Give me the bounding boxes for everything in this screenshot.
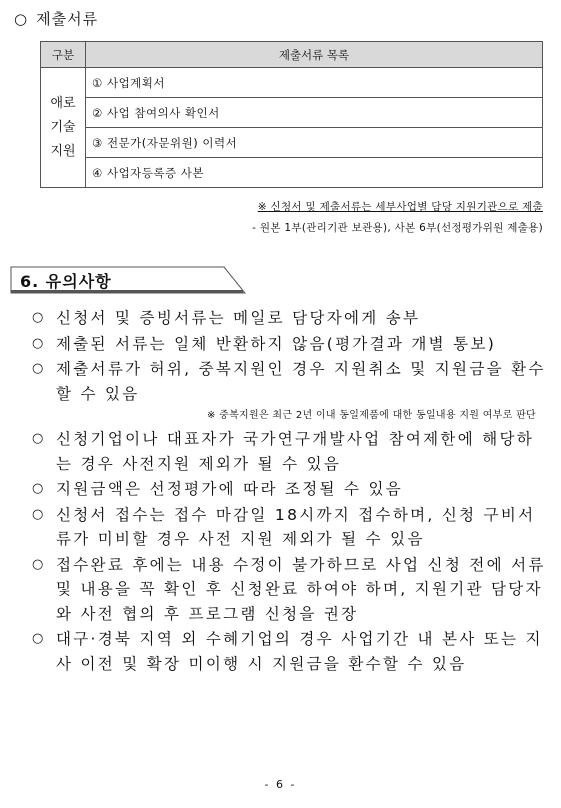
bullet-icon: ○ <box>32 631 46 646</box>
category-line: 애로 <box>50 95 76 111</box>
list-item-text: 신청서 접수는 접수 마감일 18시까지 접수하며, 신청 구비서류가 미비할 경우 사전 지원 제외가 될 수 있음 <box>56 505 536 548</box>
table-header-category: 구분 <box>41 42 86 68</box>
table-row <box>41 158 543 188</box>
list-item <box>32 553 548 627</box>
list-item <box>32 357 548 406</box>
category-line: 지원 <box>50 143 76 159</box>
list-item-text: 지원금액은 선정평가에 따라 조정될 수 있음 <box>56 480 404 498</box>
list-item-text: 제출서류가 허위, 중복지원인 경우 지원취소 및 지원금을 환수할 수 있음 <box>56 360 546 403</box>
list-item <box>32 332 548 357</box>
document-item: ① 사업계획서 <box>86 68 543 98</box>
list-item <box>32 427 548 476</box>
table-row <box>41 68 543 98</box>
bullet-icon: ○ <box>32 506 46 522</box>
category-cell <box>41 68 86 188</box>
section-title: 제출서류 <box>36 10 99 28</box>
submission-note: ※ 신청서 및 제출서류는 세부사업별 담당 지원기관으로 제출 <box>257 201 543 213</box>
table-row <box>41 128 543 158</box>
table-row <box>41 98 543 128</box>
section6-title-box <box>10 266 246 294</box>
list-item <box>32 477 548 502</box>
page-number: - 6 - <box>264 778 297 791</box>
copies-note: - 원본 1부(관리기관 보관용), 사본 6부(선정평가위원 제출용) <box>252 222 543 234</box>
documents-table <box>40 41 543 188</box>
table-header-row <box>41 42 543 68</box>
document-item: ③ 전문가(자문위원) 이력서 <box>86 128 543 158</box>
list-item-text: 접수완료 후에는 내용 수정이 불가하므로 사업 신청 전에 서류 및 내용을 꼭 확인 후 신청완료 하여야 하며, 지원기관 담당자와 사전 협의 후 프로그램 신청을 권장 <box>56 555 546 623</box>
bullet-icon: ○ <box>32 481 46 496</box>
bullet-icon: ○ <box>32 335 46 351</box>
list-item-text: 신청기업이나 대표자가 국가연구개발사업 참여제한에 해당하는 경우 사전지원 제외가 될 수 있음 <box>56 430 535 473</box>
table-header-list: 제출서류 목록 <box>86 42 543 68</box>
section-header <box>14 8 98 29</box>
list-item <box>32 306 548 331</box>
list-item <box>32 627 548 676</box>
notice-list <box>32 306 548 677</box>
bullet-icon: ○ <box>32 556 46 572</box>
bullet-icon: ○ <box>32 310 46 325</box>
document-item: ④ 사업자등록증 사본 <box>86 158 543 188</box>
document-item: ② 사업 참여의사 확인서 <box>86 98 543 128</box>
list-item-text: 제출된 서류는 일체 반환하지 않음(평가결과 개별 통보) <box>56 334 497 353</box>
bullet-icon: ○ <box>32 431 46 446</box>
list-item-text: 신청서 및 증빙서류는 메일로 담당자에게 송부 <box>56 309 421 327</box>
list-item <box>32 503 548 552</box>
section6-title: 6. 유의사항 <box>20 272 112 291</box>
category-line: 기술 <box>50 119 76 135</box>
list-item-text: 대구·경북 지역 외 수혜기업의 경우 사업기간 내 본사 또는 지사 이전 및 확장 미이행 시 지원금을 환수할 수 있음 <box>56 630 543 673</box>
bullet-icon: ○ <box>32 361 46 376</box>
duplicate-support-note: ※ 중복지원은 최근 2년 이내 동일제품에 대한 동일내용 지원 여부로 판단 <box>206 410 536 421</box>
bullet-icon: ○ <box>14 10 29 28</box>
